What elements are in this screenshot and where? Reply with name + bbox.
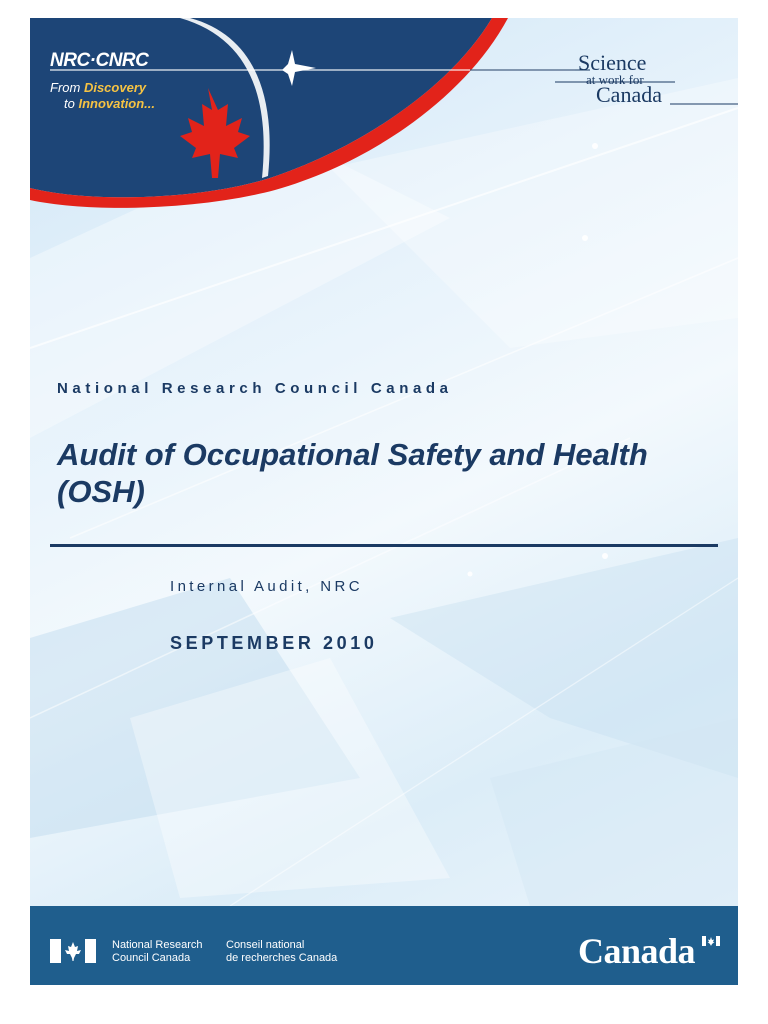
tagline-highlight: Discovery [83,80,147,95]
footer-text-line: National Research [112,939,203,951]
tagline-highlight: Innovation... [78,96,156,111]
canada-flag-icon [50,939,96,963]
science-logo-line1: Science [578,50,647,75]
footer-french-name [226,939,337,965]
canada-flag-icon [702,936,720,946]
science-logo-line3: Canada [596,82,662,107]
canada-wordmark: Canada [578,931,696,971]
footer-text-line: Council Canada [112,952,191,964]
footer-english-name [112,939,203,965]
organization-name: National Research Council Canada [57,380,453,397]
tagline-word: to [64,96,79,111]
document-subtitle: Internal Audit, NRC [170,578,363,595]
footer-bar [30,906,738,985]
document-title: Audit of Occupational Safety and Health (OSH) [57,437,648,509]
footer-text-line: de recherches Canada [226,952,338,964]
nrc-logo: NRC·CNRC [50,50,149,71]
tagline [50,80,155,112]
document-date: SEPTEMBER 2010 [170,633,378,653]
footer-text-line: Conseil national [226,939,305,951]
science-logo-line2: at work for [586,72,644,87]
header-banner [30,18,738,208]
cover-page [30,18,738,985]
tagline-word: From [50,80,84,95]
title-divider [50,544,718,547]
